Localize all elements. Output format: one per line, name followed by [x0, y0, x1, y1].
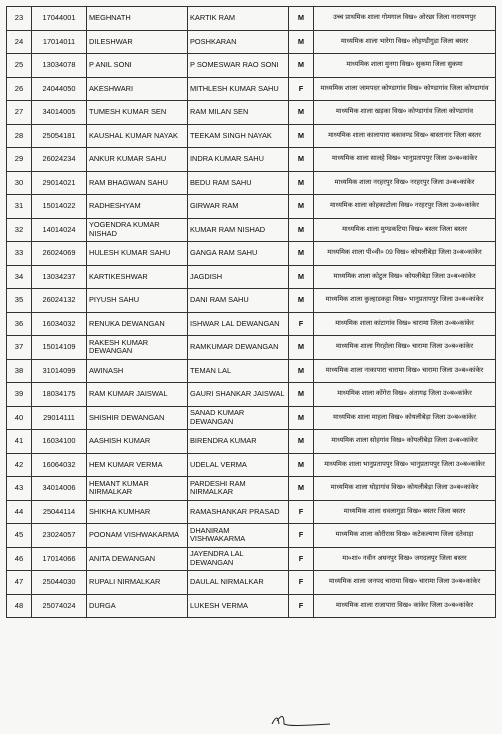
table-row [7, 195, 496, 219]
cell-sno: 33 [7, 242, 32, 266]
cell-sno: 26 [7, 77, 32, 101]
cell-sno: 28 [7, 124, 32, 148]
cell-sno: 32 [7, 218, 32, 242]
table-row [7, 54, 496, 78]
cell-name: MEGHNATH [87, 7, 188, 31]
cell-roll: 26024234 [32, 148, 87, 172]
cell-father: UDELAL VERMA [188, 453, 289, 477]
cell-father: DAULAL NIRMALKAR [188, 571, 289, 595]
cell-name: TUMESH KUMAR SEN [87, 101, 188, 125]
cell-name: PIYUSH SAHU [87, 289, 188, 313]
cell-father: GIRWAR RAM [188, 195, 289, 219]
cell-sno: 29 [7, 148, 32, 172]
cell-school: उच्च प्राथमिक शाला गोमगाल विख० ओरछा जिला नारायणपुर [314, 7, 496, 31]
cell-name: AKESHWARI [87, 77, 188, 101]
cell-father: INDRA KUMAR SAHU [188, 148, 289, 172]
table-row [7, 30, 496, 54]
cell-roll: 13034237 [32, 265, 87, 289]
cell-school: माध्यमिक शाला कोंगेरा विख० अंतागढ़ जिला उ०ब०कांकेर [314, 383, 496, 407]
cell-sno: 45 [7, 524, 32, 548]
cell-roll: 23024057 [32, 524, 87, 548]
cell-gender: F [289, 312, 314, 336]
cell-gender: F [289, 77, 314, 101]
cell-father: PARDESHI RAM NIRMALKAR [188, 477, 289, 501]
cell-name: KARTIKESHWAR [87, 265, 188, 289]
cell-sno: 34 [7, 265, 32, 289]
cell-father: RAMASHANKAR PRASAD [188, 500, 289, 524]
table-row [7, 218, 496, 242]
cell-name: ANKUR KUMAR SAHU [87, 148, 188, 172]
table-row [7, 594, 496, 618]
cell-gender: M [289, 171, 314, 195]
cell-roll: 17044001 [32, 7, 87, 31]
cell-father: GANGA RAM SAHU [188, 242, 289, 266]
cell-school: माध्यमिक शाला कोटुल विख० कोयलीबेड़ा जिला उ०ब०कांकेर [314, 265, 496, 289]
cell-school: माध्यमिक शाला कोरीरास विख० कटेकल्याण जिला दंतेवाड़ा [314, 524, 496, 548]
cell-roll: 18034175 [32, 383, 87, 407]
cell-gender: M [289, 430, 314, 454]
table-row [7, 289, 496, 313]
cell-school: माध्यमिक शाला मुनगा विख० सुकमा जिला सुकमा [314, 54, 496, 78]
signature-mark [268, 712, 338, 730]
cell-gender: F [289, 571, 314, 595]
cell-roll: 25054181 [32, 124, 87, 148]
cell-school: माध्यमिक शाला धवलागुड़ा विख० बस्तर जिला बस्तर [314, 500, 496, 524]
cell-roll: 14014024 [32, 218, 87, 242]
cell-roll: 25044114 [32, 500, 87, 524]
table-row [7, 383, 496, 407]
cell-school: माध्यमिक शाला कांटागांव विख० चारामा जिला उ०ब०कांकेर [314, 312, 496, 336]
cell-sno: 47 [7, 571, 32, 595]
cell-gender: M [289, 195, 314, 219]
cell-roll: 15014022 [32, 195, 87, 219]
cell-school: माध्यमिक शाला कोहकाटोला विख० नरहरपुर जिला उ०ब०कांकेर [314, 195, 496, 219]
cell-name: ANITA DEWANGAN [87, 547, 188, 571]
table-row [7, 430, 496, 454]
cell-sno: 38 [7, 359, 32, 383]
cell-sno: 35 [7, 289, 32, 313]
cell-school: माध्यमिक शाला मुण्डकटिया विख० बस्तर जिला बस्तर [314, 218, 496, 242]
cell-name: RAKESH KUMAR DEWANGAN [87, 336, 188, 360]
table-row [7, 524, 496, 548]
cell-school: माध्यमिक शाला भारेगा विख० लोहण्डीगुडा जिला बस्तर [314, 30, 496, 54]
cell-roll: 16034032 [32, 312, 87, 336]
cell-father: JAYENDRA LAL DEWANGAN [188, 547, 289, 571]
cell-school: माध्यमिक शाला खड़का विख० कोण्डागांव जिला कोण्डागांव [314, 101, 496, 125]
cell-father: BEDU RAM SAHU [188, 171, 289, 195]
cell-name: HEM KUMAR VERMA [87, 453, 188, 477]
table-row [7, 500, 496, 524]
cell-name: RAM BHAGWAN SAHU [87, 171, 188, 195]
cell-gender: F [289, 500, 314, 524]
cell-school: माध्यमिक शाला नरहरपुर विख० नरहरपुर जिला उ०ब०कांकेर [314, 171, 496, 195]
cell-name: RUPALI NIRMALKAR [87, 571, 188, 595]
table-row [7, 477, 496, 501]
cell-sno: 37 [7, 336, 32, 360]
cell-sno: 31 [7, 195, 32, 219]
cell-father: DHANIRAM VISHWAKARMA [188, 524, 289, 548]
cell-sno: 40 [7, 406, 32, 430]
cell-father: SANAD KUMAR DEWANGAN [188, 406, 289, 430]
cell-school: माध्यमिक शाला जामपदर कोण्डागांव विख० कोण्डागांव जिला कोण्डागांव [314, 77, 496, 101]
table-row [7, 242, 496, 266]
cell-father: P SOMESWAR RAO SONI [188, 54, 289, 78]
table-row [7, 77, 496, 101]
cell-name: AWINASH [87, 359, 188, 383]
cell-father: BIRENDRA KUMAR [188, 430, 289, 454]
cell-gender: M [289, 242, 314, 266]
cell-sno: 36 [7, 312, 32, 336]
cell-school: माध्यमिक शाला गिरहोला विख० चारामा जिला उ०ब०कांकेर [314, 336, 496, 360]
cell-sno: 24 [7, 30, 32, 54]
cell-school: माध्यमिक शाला भानुप्रतापपुर विख० भानुप्रतापपुर जिला उ०ब०कांकेर [314, 453, 496, 477]
table-row [7, 406, 496, 430]
cell-gender: M [289, 289, 314, 313]
cell-roll: 13034078 [32, 54, 87, 78]
cell-school: माध्यमिक शाला सोहगांव विख० कोयलीबेड़ा जिला उ०ब०कांकेर [314, 430, 496, 454]
table-row [7, 148, 496, 172]
table-row [7, 171, 496, 195]
cell-name: HULESH KUMAR SAHU [87, 242, 188, 266]
cell-sno: 43 [7, 477, 32, 501]
cell-roll: 17014011 [32, 30, 87, 54]
cell-father: POSHKARAN [188, 30, 289, 54]
cell-gender: M [289, 477, 314, 501]
cell-name: P ANIL SONI [87, 54, 188, 78]
cell-name: RAM KUMAR JAISWAL [87, 383, 188, 407]
cell-father: DANI RAM SAHU [188, 289, 289, 313]
cell-roll: 31014099 [32, 359, 87, 383]
cell-school: माध्यमिक शाला नाकापारा चारामा विख० चारामा जिला उ०ब०कांकेर [314, 359, 496, 383]
cell-school: माध्यमिक शाला पी०वी० 09 विख० कोयलीबेड़ा जिला उ०ब०कांकेर [314, 242, 496, 266]
cell-father: KUMAR RAM NISHAD [188, 218, 289, 242]
cell-gender: M [289, 124, 314, 148]
cell-father: GAURI SHANKAR JAISWAL [188, 383, 289, 407]
cell-school: माध्यमिक शाला जनपद चारामा विख० चारामा जिला उ०ब०कांकेर [314, 571, 496, 595]
cell-roll: 26024069 [32, 242, 87, 266]
cell-gender: F [289, 547, 314, 571]
cell-sno: 25 [7, 54, 32, 78]
cell-sno: 30 [7, 171, 32, 195]
cell-gender: M [289, 7, 314, 31]
cell-name: HEMANT KUMAR NIRMALKAR [87, 477, 188, 501]
cell-roll: 26024132 [32, 289, 87, 313]
cell-school: माध्यमिक शाला कुल्हाडकट्टा विख० भानुप्रतापपुर जिला उ०ब०कांकेर [314, 289, 496, 313]
cell-father: RAM MILAN SEN [188, 101, 289, 125]
cell-roll: 34014005 [32, 101, 87, 125]
cell-school: मा०शा० नवीन अघनपुर विख० जगदलपुर जिला बस्तर [314, 547, 496, 571]
cell-father: MITHLESH KUMAR SAHU [188, 77, 289, 101]
cell-gender: M [289, 336, 314, 360]
cell-roll: 17014066 [32, 547, 87, 571]
cell-sno: 39 [7, 383, 32, 407]
cell-name: AASHISH KUMAR [87, 430, 188, 454]
cell-sno: 46 [7, 547, 32, 571]
table-row [7, 312, 496, 336]
cell-father: RAMKUMAR DEWANGAN [188, 336, 289, 360]
cell-name: KAUSHAL KUMAR NAYAK [87, 124, 188, 148]
table-row [7, 265, 496, 289]
cell-gender: M [289, 383, 314, 407]
table-row [7, 547, 496, 571]
cell-name: RENUKA DEWANGAN [87, 312, 188, 336]
cell-gender: M [289, 359, 314, 383]
cell-school: माध्यमिक शाला घोड़ागांव विख० कोयलीबेड़ा जिला उ०ब०कांकेर [314, 477, 496, 501]
cell-roll: 25074024 [32, 594, 87, 618]
cell-name: DILESHWAR [87, 30, 188, 54]
cell-school: माध्यमिक शाला राजापारा विख० कांकेर जिला उ०ब०कांकेर [314, 594, 496, 618]
cell-roll: 34014006 [32, 477, 87, 501]
cell-gender: M [289, 406, 314, 430]
cell-gender: M [289, 30, 314, 54]
candidate-table [6, 6, 496, 618]
cell-father: LUKESH VERMA [188, 594, 289, 618]
cell-gender: M [289, 453, 314, 477]
candidate-table-body [7, 7, 496, 618]
cell-father: ISHWAR LAL DEWANGAN [188, 312, 289, 336]
cell-father: JAGDISH [188, 265, 289, 289]
cell-roll: 29014111 [32, 406, 87, 430]
table-row [7, 101, 496, 125]
cell-sno: 44 [7, 500, 32, 524]
cell-school: माध्यमिक शाला सालहे विख० भानुप्रतापपुर जिला उ०ब०कांकेर [314, 148, 496, 172]
cell-gender: M [289, 101, 314, 125]
cell-father: KARTIK RAM [188, 7, 289, 31]
cell-gender: M [289, 148, 314, 172]
cell-school: माध्यमिक शाला माहला विख० कोयलीबेड़ा जिला उ०ब०कांकेर [314, 406, 496, 430]
cell-name: RADHESHYAM [87, 195, 188, 219]
table-row [7, 571, 496, 595]
cell-roll: 15014109 [32, 336, 87, 360]
cell-roll: 16064032 [32, 453, 87, 477]
cell-name: YOGENDRA KUMAR NISHAD [87, 218, 188, 242]
cell-name: POONAM VISHWAKARMA [87, 524, 188, 548]
cell-roll: 24044050 [32, 77, 87, 101]
cell-name: SHIKHA KUMHAR [87, 500, 188, 524]
cell-sno: 48 [7, 594, 32, 618]
cell-sno: 42 [7, 453, 32, 477]
cell-roll: 16034100 [32, 430, 87, 454]
cell-gender: F [289, 524, 314, 548]
cell-gender: M [289, 54, 314, 78]
cell-gender: F [289, 594, 314, 618]
table-row [7, 359, 496, 383]
table-row [7, 7, 496, 31]
table-row [7, 124, 496, 148]
cell-gender: M [289, 218, 314, 242]
cell-roll: 25044030 [32, 571, 87, 595]
cell-gender: M [289, 265, 314, 289]
cell-father: TEMAN LAL [188, 359, 289, 383]
cell-sno: 41 [7, 430, 32, 454]
cell-name: SHISHIR DEWANGAN [87, 406, 188, 430]
cell-sno: 27 [7, 101, 32, 125]
cell-sno: 23 [7, 7, 32, 31]
table-row [7, 453, 496, 477]
table-row [7, 336, 496, 360]
cell-roll: 29014021 [32, 171, 87, 195]
cell-school: माध्यमिक शाला कालापारा बकावण्ड विख० बास्तानार जिला बस्तर [314, 124, 496, 148]
cell-name: DURGA [87, 594, 188, 618]
cell-father: TEEKAM SINGH NAYAK [188, 124, 289, 148]
